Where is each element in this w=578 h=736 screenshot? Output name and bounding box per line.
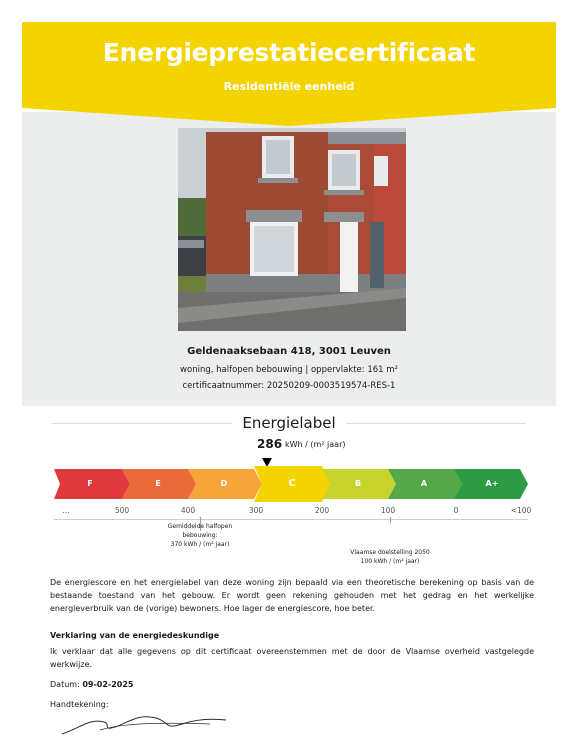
goal-value: 100 kWh / (m² jaar) xyxy=(360,558,420,565)
scale-axis xyxy=(54,519,528,520)
page-title: Energieprestatiecertificaat xyxy=(102,38,476,67)
tick-label: 400 xyxy=(180,506,196,515)
energy-score-value: 286 xyxy=(257,437,283,451)
tick-label: 500 xyxy=(114,506,130,515)
divider-right xyxy=(346,423,526,424)
energy-label-bar xyxy=(54,466,534,502)
class-a-label: A xyxy=(420,479,428,488)
date-value: 09-02-2025 xyxy=(82,680,134,689)
average-label: Gemiddelde halfopen bebouwing: xyxy=(167,523,233,539)
class-c-label: C xyxy=(288,478,296,489)
class-e-label: E xyxy=(155,479,161,488)
tick-label: 100 xyxy=(380,506,396,515)
class-b-label: B xyxy=(354,479,362,488)
tick-label: 0 xyxy=(453,506,459,515)
average-value: 370 kWh / (m² jaar) xyxy=(170,541,230,548)
scale-ticks xyxy=(54,506,534,518)
tick-label: 200 xyxy=(314,506,330,515)
tick-label: 300 xyxy=(248,506,264,515)
declaration-title: Verklaring van de energiedeskundige xyxy=(50,631,220,640)
date-line xyxy=(50,680,133,689)
certificate-number: certificaatnummer: 20250209-0003519574-RES-1 xyxy=(182,381,396,391)
declaration-text: Ik verklaar dat alle gegevens op dit certificaat overeenstemmen met de door de Vlaamse overheid vastgelegde werkwijze. xyxy=(50,647,534,669)
signature-image xyxy=(60,708,230,736)
class-f-label: F xyxy=(87,479,93,488)
goal-annotation xyxy=(340,548,440,566)
header-banner xyxy=(22,22,556,134)
average-annotation xyxy=(150,522,250,549)
property-description: woning, halfopen bebouwing | oppervlakte: 161 m² xyxy=(180,365,398,375)
tick-label: ... xyxy=(62,506,70,515)
class-aplus-label: A+ xyxy=(485,479,499,488)
goal-marker xyxy=(390,517,391,523)
goal-label: Vlaamse doelstelling 2050 xyxy=(350,549,430,556)
explanation-paragraph: De energiescore en het energielabel van deze woning zijn bepaald via een theoretische berekening op basis van de bestaande toestand van het gebouw. Er wordt geen rekening gehouden met het gedrag en het werkelijke energieverbruik van de (vorige) bewoners. Hoe lager de energiescore, hoe beter. xyxy=(50,578,534,613)
energy-score-unit: kWh / (m² jaar) xyxy=(285,440,346,449)
property-address: Geldenaaksebaan 418, 3001 Leuven xyxy=(187,346,391,357)
house-photo xyxy=(178,128,406,331)
signature-label: Handtekening: xyxy=(50,700,109,709)
date-label: Datum: xyxy=(50,680,80,689)
class-d-label: D xyxy=(220,479,228,488)
tick-label: <100 xyxy=(510,506,532,515)
page-subtitle: Residentiële eenheid xyxy=(223,80,355,93)
energy-label-title: Energielabel xyxy=(242,414,336,432)
